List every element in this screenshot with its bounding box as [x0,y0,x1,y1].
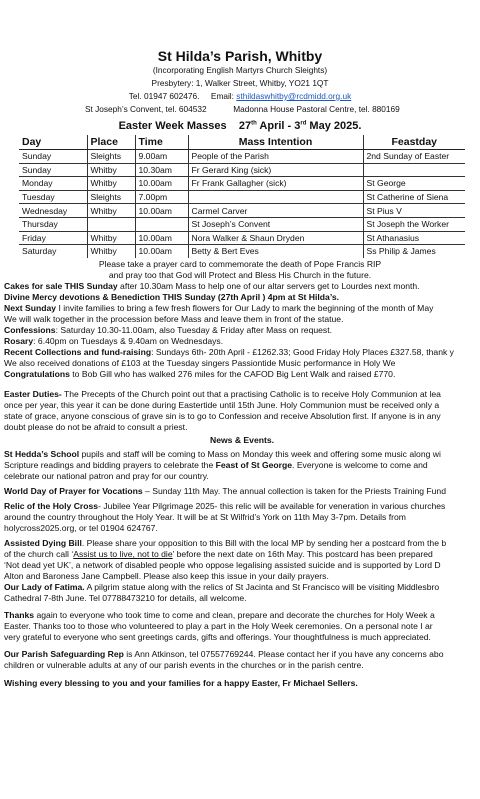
rosary-text: : 6.40pm on Tuesdays & 9.40am on Wednesdays. [33,335,224,346]
time-cell: 9.00am [135,150,188,164]
phones-line [0,103,480,116]
easter-duties-line-3: state of grace, anyone conscious of grave sin is to go to Confession and receive Absolution first. If anyone is in any [4,410,441,421]
day-cell: Sunday [19,163,87,177]
intention-cell: St Joseph’s Convent [188,217,363,231]
feastday-cell: St Catherine of Siena [363,190,465,204]
easter-date-mid: April - 3 [256,120,301,132]
next-sunday-notice [4,303,480,314]
notices-section [0,281,480,689]
thanks-notice [4,610,480,621]
rosary-label: Rosary [4,335,34,346]
day-cell: Saturday [19,245,87,258]
fatima-label: Our Lady of Fatima. [4,581,85,592]
safeguarding-label: Our Parish Safeguarding Rep [4,648,124,659]
assisted-dying-line-3: ‘Not dead yet UK’, a network of disabled people who oppose legalising assisted suicide and is supported by Lord D [4,559,441,570]
next-sunday-line-2: We will walk together in the procession before Mass and leave them in front of the statue. [4,313,344,324]
table-row [19,150,465,164]
prayer-card-notice [0,259,480,281]
table-row [19,217,465,231]
presbytery-tel: 01947 602476. [144,91,200,101]
school-line-2c: . Everyone is welcome to come and [292,459,428,470]
time-cell: 10.30am [135,163,188,177]
place-cell: Whitby [87,231,135,245]
assisted-dying-line-2 [4,549,480,560]
feastday-cell [363,163,465,177]
table-row [19,204,465,218]
parish-title: St Hilda’s Parish, Whitby [157,48,323,64]
time-cell [135,217,188,231]
col-mass-intention: Mass Intention [188,135,363,150]
convent-tel: St Joseph’s Convent, tel. 604532 [85,104,207,114]
postcard-title: Assist us to live, not to die [73,548,173,559]
feastday-cell: 2nd Sunday of Easter [363,150,465,164]
next-sunday-text: I invite families to bring a few fresh flowers for Our Lady to mark the beginning of the month of May [56,302,434,313]
table-header-row [19,135,465,150]
col-time: Time [135,135,188,150]
congratulations-text: to Bob Gill who has walked 276 miles for the CAFOD Big Lent Walk and raised £770. [69,368,396,379]
cakes-label: Cakes for sale THIS Sunday [4,280,118,291]
presbytery-address: Presbytery: 1, Walker Street, Whitby, YO21 1QT [151,78,329,88]
col-day: Day [19,135,87,150]
intention-cell: People of the Parish [188,150,363,164]
school-text: pupils and staff will be coming to Mass on Monday this week and offering some music along wi [79,448,441,459]
vocations-label: World Day of Prayer for Vocations [4,485,143,496]
easter-duties-line-2: once per year, this year it can be done during Eastertide until 15th June. Holy Communion must be received only a [4,399,440,410]
time-cell: 7.00pm [135,190,188,204]
feastday-cell: Ss Philip & James [363,245,465,258]
time-cell: 10.00am [135,177,188,191]
place-cell [87,217,135,231]
contact-line [0,90,480,103]
news-events-heading: News & Events. [210,434,274,445]
day-cell: Thursday [19,217,87,231]
collections-notice [4,347,480,358]
cakes-notice [4,281,480,292]
safeguarding-notice [4,649,480,660]
divine-mercy-notice: Divine Mercy devotions & Benediction THIS Sunday (27th April ) 4pm at St Hilda’s. [4,291,340,302]
confessions-label: Confessions [4,324,56,335]
school-line-2a: Scripture readings and bidding prayers to celebrate the [4,459,216,470]
feastday-cell: St George [363,177,465,191]
assisted-dying-label: Assisted Dying Bill [4,537,82,548]
place-cell: Whitby [87,204,135,218]
intention-cell: Fr Frank Gallagher (sick) [188,177,363,191]
table-row [19,177,465,191]
col-feastday: Feastday [363,135,465,150]
email-label: Email: [210,91,234,101]
assisted-dying-line-4: Alton and Baroness Jane Campbell. Please also keep this issue in your daily prayers. [4,570,329,581]
intention-cell: Betty & Bert Eves [188,245,363,258]
intention-cell: Nora Walker & Shaun Dryden [188,231,363,245]
collections-line-2: We also received donations of £103 at the Tuesday singers Passiontide Music performance in Holy We [4,357,396,368]
easter-date-end: May 2025. [306,120,362,132]
thanks-line-3: very grateful to everyone who sent greetings cards, gifts and offerings. Your thoughtfulness is much appreciated. [4,631,431,642]
relic-line-3: holycross2025.org, or tel 01904 624767. [4,522,158,533]
feastday-cell: St Athanasius [363,231,465,245]
easter-duties-label: Easter Duties- [4,388,62,399]
cakes-text: after 10.30am Mass to help one of our altar servers get to Lourdes next month. [117,280,420,291]
thanks-label: Thanks [4,609,35,620]
day-cell: Tuesday [19,190,87,204]
fatima-text: A pilgrim statue along with the relics of St Jacinta and St Francisco will be visiting Middlesbro [84,581,440,592]
pastoral-centre-tel: Madonna House Pastoral Centre, tel. 880169 [233,104,400,114]
safeguarding-text: is Ann Atkinson, tel 07557769244. Please contact her if you have any concerns abo [123,648,444,659]
relic-notice [4,501,480,512]
assisted-dying-line-2a: of the church call ‘ [4,548,74,559]
thanks-line-2: Easter. Thanks too to those who volunteered to play a part in the Holy Week ceremonies. On a personal note I ar [4,620,433,631]
rosary-notice [4,336,480,347]
next-sunday-label: Next Sunday [4,302,57,313]
easter-date-suffix-1: th [251,120,257,127]
table-row [19,163,465,177]
place-cell: Sleights [87,190,135,204]
prayer-line-2: and pray too that God will Protect and Bless His Church in the future. [108,269,372,280]
thanks-text: again to everyone who took time to come and clean, prepare and decorate the churches for Holy Week a [34,609,435,620]
confessions-notice [4,325,480,336]
feast-st-george: Feast of St George [215,459,293,470]
easter-date-suffix-2: rd [300,120,307,127]
congratulations-notice [4,369,480,380]
time-cell: 10.00am [135,204,188,218]
safeguarding-line-2: children or vulnerable adults at any of our parish events in the churches or in the parish centre. [4,659,364,670]
table-row [19,245,465,258]
easter-duties-notice [4,389,480,400]
mass-schedule-table [19,135,465,258]
day-cell: Friday [19,231,87,245]
table-row [19,231,465,245]
assisted-dying-notice [4,538,480,549]
vocations-notice [4,486,480,497]
relic-line-2: around the country throughout the Holy Year. It will be at St Wilfrid’s York on 11th May 3-7pm. Details from [4,511,406,522]
place-cell: Whitby [87,163,135,177]
easter-week-heading [0,120,480,132]
email-link[interactable]: sthildaswhitby@rcdmidd.org.uk [236,91,352,101]
place-cell: Sleights [87,150,135,164]
day-cell: Sunday [19,150,87,164]
easter-duties-line-4: doubt please do not be afraid to consult a priest. [4,421,188,432]
feastday-cell: St Pius V [363,204,465,218]
school-notice [4,449,480,460]
incorporating-line: (Incorporating English Martyrs Church Sleights) [152,65,328,75]
assisted-dying-line-2c: ’ before the next date on 16th May. This postcard has been prepared [172,548,433,559]
relic-text: - Jubilee Year Pilgrimage 2025- this relic will be available for veneration in various churches [98,500,446,511]
assisted-dying-text: . Please share your opposition to this Bill with the local MP by sending her a postcard from the b [81,537,447,548]
vocations-text: – Sunday 11th May. The annual collection is taken for the Priests Training Fund [142,485,446,496]
time-cell: 10.00am [135,245,188,258]
easter-title: Easter Week Masses [118,120,227,132]
school-line-3: celebrate our national patron and pray for our country. [4,470,209,481]
tel-label: Tel. [128,91,142,101]
col-place: Place [87,135,135,150]
place-cell: Whitby [87,177,135,191]
school-line-2 [4,460,480,471]
relic-label: Relic of the Holy Cross [4,500,99,511]
collections-label: Recent Collections and fund-raising [4,346,152,357]
feastday-cell: St Joseph the Worker [363,217,465,231]
intention-cell [188,190,363,204]
school-label: St Hedda’s School [4,448,80,459]
confessions-text: : Saturday 10.30-11.00am, also Tuesday & Friday after Mass on request. [55,324,332,335]
fatima-notice [4,582,480,593]
fatima-line-2: Cathedral 7-8th June. Tel 07788473210 for details, all welcome. [4,592,247,603]
easter-date-start: 27 [238,120,252,132]
place-cell: Whitby [87,245,135,258]
easter-duties-text: The Precepts of the Church point out that a practising Catholic is to receive Holy Communion at lea [61,388,441,399]
time-cell: 10.00am [135,231,188,245]
prayer-line-1: Please take a prayer card to commemorate the death of Pope Francis RIP [98,258,382,269]
day-cell: Wednesday [19,204,87,218]
easter-wishes: Wishing every blessing to you and your families for a happy Easter, Fr Michael Sellers. [4,677,358,688]
collections-text: : Sundays 6th- 20th April - £1262.33; Good Friday Holy Places £327.58, thank y [151,346,454,357]
day-cell: Monday [19,177,87,191]
table-row [19,190,465,204]
congratulations-label: Congratulations [4,368,70,379]
intention-cell: Fr Gerard King (sick) [188,163,363,177]
intention-cell: Carmel Carver [188,204,363,218]
